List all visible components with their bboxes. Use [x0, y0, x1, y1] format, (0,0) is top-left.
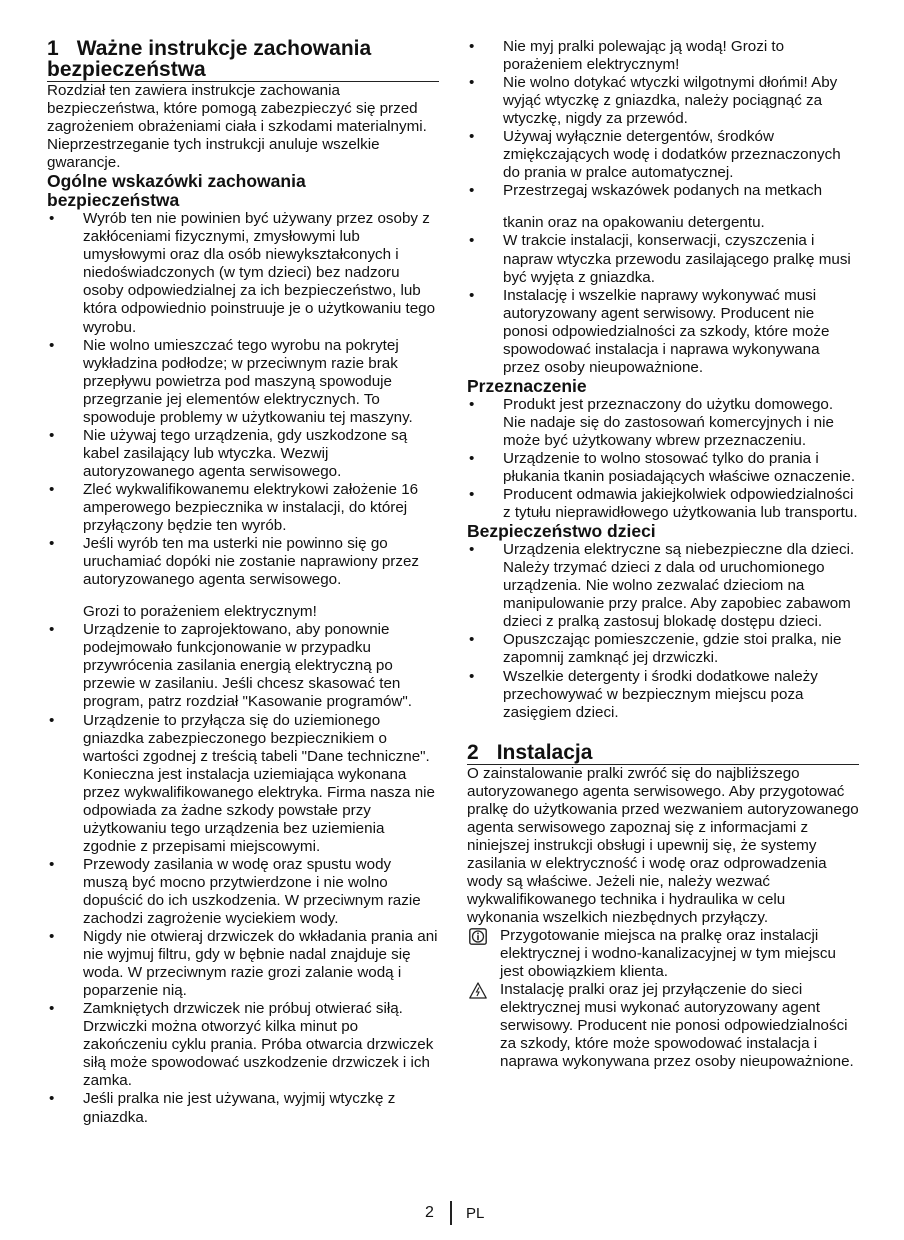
list-item: • Nie wolno dotykać wtyczki wilgotnymi dłońmi! Aby wyjąć wtyczkę z gniazdka, należy pociągnąć za wtyczkę, nigdy za przewód.	[467, 74, 859, 128]
warning-icon	[469, 982, 487, 999]
section-1-number: 1	[47, 37, 59, 60]
list-item: • Nie wolno umieszczać tego wyrobu na pokrytej wykładzina podłodze; w przeciwnym razie brak przepływu powietrza pod maszyną spowoduje przegrzanie jej elementów elektrycznych. To spowoduje problemy w użytkowaniu tej maszyny.	[47, 337, 439, 427]
right-column	[467, 38, 859, 1071]
list-item: • W trakcie instalacji, konserwacji, czyszczenia i napraw wtyczka przewodu zasilającego pralkę musi być wyjęta z gniazdka.	[467, 232, 859, 286]
list-item: • Przewody zasilania w wodę oraz spustu wody muszą być mocno przytwierdzone i nie wolno dopuścić do ich uszkodzenia. W przeciwnym razie zachodzi zagrożenie wyciekiem wody.	[47, 856, 439, 928]
list-item: • Wszelkie detergenty i środki dodatkowe należy przechowywać w bezpiecznym miejscu poza zasięgiem dzieci.	[467, 668, 859, 722]
info-note-text: Przygotowanie miejsca na pralkę oraz instalacji elektrycznej i wodno-kanalizacyjnej w tym miejscu jest obowiązkiem klienta.	[500, 927, 836, 981]
list-item: • Nie myj pralki polewając ją wodą! Grozi to porażeniem elektrycznym!	[467, 38, 859, 74]
list-item: • Jeśli wyrób ten ma usterki nie powinno się go uruchamiać dopóki nie zostanie naprawiony przez autoryzowanego agenta serwisowego.	[47, 535, 439, 589]
list-item: • Zleć wykwalifikowanemu elektrykowi założenie 16 amperowego bezpiecznika w instalacji, do której przyłączony będzie ten wyrób.	[47, 481, 439, 535]
purpose-list	[467, 396, 859, 522]
child-safety-list	[467, 541, 859, 721]
general-safety-list	[47, 210, 439, 1126]
list-item: • Urządzenia elektryczne są niebezpieczne dla dzieci. Należy trzymać dzieci z dala od uruchomionego urządzenia. Nie wolno zezwalać dzieciom na manipulowanie przy pralce. Aby zapobiec zabawom dzieci z pralką zastosuj blokadę dostępu dzieci.	[467, 541, 859, 631]
warning-note-text: Instalację pralki oraz jej przyłączenie do sieci elektrycznej musi wykonać autoryzowany agent serwisowy. Producent nie ponosi odpowiedzialności za szkody, które może spowodować instalacja i naprawa wykonywana przez osoby nieupoważnione.	[500, 981, 854, 1071]
purpose-heading: Przeznaczenie	[467, 375, 587, 396]
warning-note	[467, 981, 859, 1071]
child-safety-heading: Bezpieczeństwo dzieci	[467, 521, 656, 542]
list-item: • Nigdy nie otwieraj drzwiczek do wkładania prania ani nie wyjmuj filtru, gdy w bębnie nadal znajduje się woda. W przeciwnym razie grozi zalanie wodą i poparzenie nią.	[47, 928, 439, 1000]
list-item: • Wyrób ten nie powinien być używany przez osoby z zakłóceniami fizycznymi, zmysłowymi lub umysłowymi oraz dla osób niewykształconych i niedoświadczonych (w tym dzieci) bez nadzoru osoby odpowiedzialnej za ich bezpieczeństwo, lub która odpowiednio poinstruuje je o użytkowaniu tego wyrobu.	[47, 210, 439, 336]
section-1-title: Ważne instrukcje zachowania bezpieczeństwa	[47, 37, 372, 81]
general-safety-list-continued	[467, 38, 859, 377]
list-item: • Nie używaj tego urządzenia, gdy uszkodzone są kabel zasilający lub wtyczka. Wezwij autoryzowanego agenta serwisowego.	[47, 427, 439, 481]
list-item: • Jeśli pralka nie jest używana, wyjmij wtyczkę z gniazdka.	[47, 1090, 439, 1126]
list-item: • Urządzenie to wolno stosować tylko do prania i płukania tkanin posiadających właściwe oznaczenie.	[467, 450, 859, 486]
section-1-heading	[47, 38, 439, 82]
footer-divider	[450, 1201, 452, 1225]
list-item: • Opuszczając pomieszczenie, gdzie stoi pralka, nie zapomnij zamknąć jej drzwiczki.	[467, 631, 859, 667]
list-item: • Urządzenie to zaprojektowano, aby ponownie podejmowało funkcjonowanie w przypadku przywrócenia zasilania energią elektryczną po przewie w zasilaniu. Jeśli chcesz skasować ten program, patrz rozdział "Kasowanie programów".	[47, 621, 439, 711]
list-item: Grozi to porażeniem elektrycznym!	[83, 603, 317, 621]
left-column	[47, 38, 439, 1127]
list-item: • Producent odmawia jakiejkolwiek odpowiedzialności z tytułu nieprawidłowego użytkowania lub transportu.	[467, 486, 859, 522]
section-1-intro: Rozdział ten zawiera instrukcje zachowania bezpieczeństwa, które pomogą zabezpieczyć się przed zagrożeniem obrażeniami ciała i szkodami materialnymi. Nieprzestrzeganie tych instrukcji anuluje wszelkie gwarancje.	[47, 82, 427, 172]
section-2-heading	[467, 742, 859, 765]
page-number: 2	[425, 1204, 434, 1221]
list-item: • Używaj wyłącznie detergentów, środków zmiękczających wodę i dodatków przeznaczonych do prania w pralce automatycznej.	[467, 128, 859, 182]
list-item: • Urządzenie to przyłącza się do uziemionego gniazdka zabezpieczonego bezpiecznikiem o wartości zgodnej z treścią tabeli "Dane techniczne". Konieczna jest instalacja uziemiająca wykonana przez wykwalifikowanego elektryka. Firma nasza nie odpowiada za żadne szkody powstałe przy użytkowaniu tego urządzenia bez uziemienia zgodnie z przepisami miejscowymi.	[47, 712, 439, 856]
section-2-intro: O zainstalowanie pralki zwróć się do najbliższego autoryzowanego agenta serwisowego. Aby przygotować pralkę do użytkowania przed wezwaniem autoryzowanego agenta serwisowego zapoznaj się z informacjami z niniejszej instrukcji obsługi i upewnij się, że systemy zasilania w elektryczność i wodę oraz odprowadzenia wody są właściwe. Jeżeli nie, należy wezwać wykwalifikowanego technika i hydraulika w celu wykonania wszelkich niezbędnych przyłączy.	[467, 764, 859, 927]
language-code: PL	[466, 1205, 485, 1222]
list-item: • Przestrzegaj wskazówek podanych na metkach	[467, 182, 859, 200]
list-spacer	[47, 589, 439, 603]
list-item: • Zamkniętych drzwiczek nie próbuj otwierać siłą. Drzwiczki można otworzyć kilka minut po zakończeniu cyklu prania. Próba otwarcia drzwiczek siłą może spowodować uszkodzenie drzwiczek i ich zamka.	[47, 1000, 439, 1090]
list-item: • Instalację i wszelkie naprawy wykonywać musi autoryzowany agent serwisowy. Producent nie ponosi odpowiedzialności za szkody, które może spowodować instalacja i naprawa wykonywana przez osoby nieupoważnione.	[467, 287, 859, 377]
general-safety-heading: Ogólne wskazówki zachowania bezpieczeństwa	[47, 171, 306, 211]
section-2-number: 2	[467, 740, 479, 764]
list-item: tkanin oraz na opakowaniu detergentu.	[503, 214, 765, 232]
section-2-title: Instalacja	[496, 740, 593, 764]
info-icon	[469, 928, 487, 945]
info-note	[467, 927, 859, 981]
list-spacer	[467, 200, 859, 214]
list-item: • Produkt jest przeznaczony do użytku domowego. Nie nadaje się do zastosowań komercyjnych i nie może być użytkowany wbrew przeznaczeniu.	[467, 396, 859, 450]
